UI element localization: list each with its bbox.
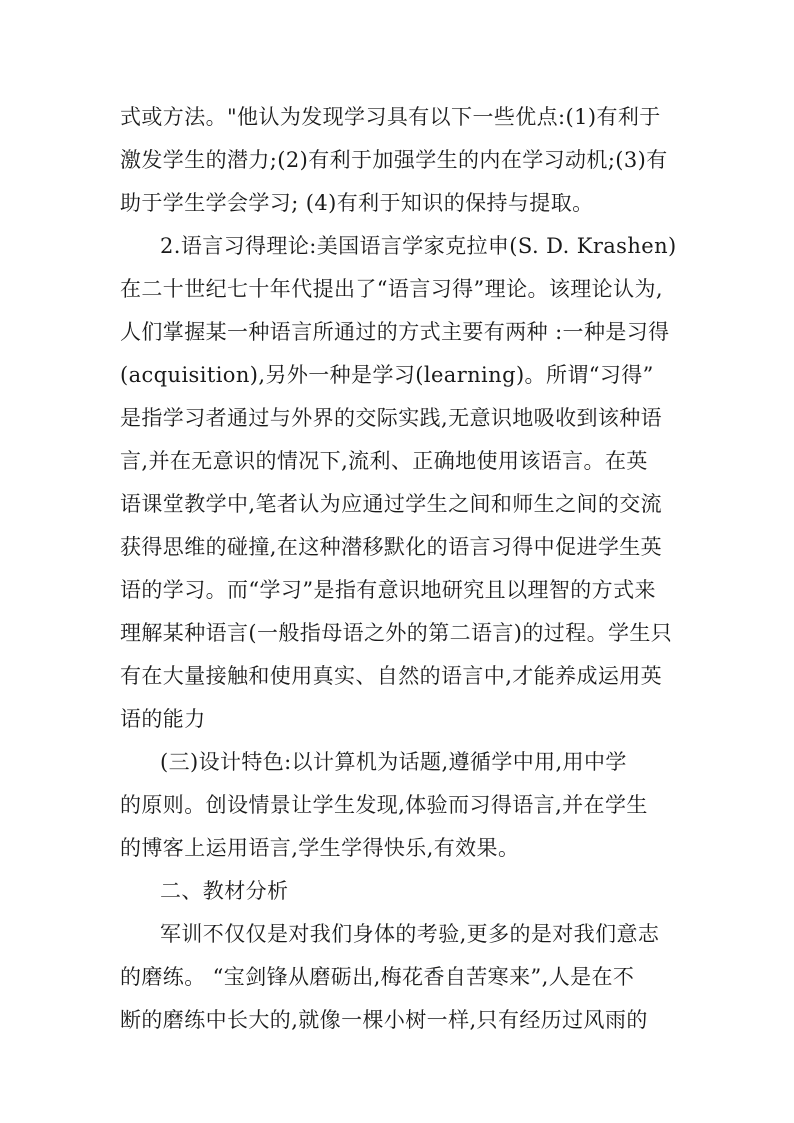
text-line: (acquisition),另外一种是学习(learning)。所谓“习得” <box>120 363 654 387</box>
text-line: 断的磨练中长大的,就像一棵小树一样,只有经历过风雨的 <box>120 1008 648 1032</box>
text-line: 理解某种语言(一般指母语之外的第二语言)的过程。学生只 <box>120 621 673 645</box>
text-line: 是指学习者通过与外界的交际实践,无意识地吸收到该种语 <box>120 406 663 430</box>
text-line: 激发学生的潜力;(2)有利于加强学生的内在学习动机;(3)有 <box>120 148 668 172</box>
text-line: 的原则。创设情景让学生发现,体验而习得语言,并在学生 <box>120 793 648 817</box>
text-line: 获得思维的碰撞,在这种潜移默化的语言习得中促进学生英 <box>120 535 663 559</box>
section-heading: 二、教材分析 <box>160 879 289 903</box>
text-line: 军训不仅仅是对我们身体的考验,更多的是对我们意志 <box>160 922 660 946</box>
text-line: 在二十世纪七十年代提出了“语言习得”理论。该理论认为, <box>120 277 663 301</box>
text-line: 语的能力 <box>120 707 206 731</box>
text-line: 助于学生学会学习; (4)有利于知识的保持与提取。 <box>120 191 594 215</box>
text-line: (三)设计特色:以计算机为话题,遵循学中用,用中学 <box>160 750 627 774</box>
text-line: 语的学习。而“学习”是指有意识地研究且以理智的方式来 <box>120 578 656 602</box>
text-line: 言,并在无意识的情况下,流利、正确地使用该语言。在英 <box>120 449 648 473</box>
text-line: 2.语言习得理论:美国语言学家克拉申(S. D. Krashen) <box>160 234 677 258</box>
text-line: 有在大量接触和使用真实、自然的语言中,才能养成运用英 <box>120 664 663 688</box>
text-line: 的磨练。 “宝剑锋从磨砺出,梅花香自苦寒来”,人是在不 <box>120 965 635 989</box>
text-line: 的博客上运用语言,学生学得快乐,有效果。 <box>120 836 520 860</box>
text-line: 语课堂教学中,笔者认为应通过学生之间和师生之间的交流 <box>120 492 663 516</box>
text-line: 人们掌握某一种语言所通过的方式主要有两种 :一种是习得 <box>120 320 670 344</box>
text-line: 式或方法。"他认为发现学习具有以下一些优点:(1)有利于 <box>120 105 661 129</box>
